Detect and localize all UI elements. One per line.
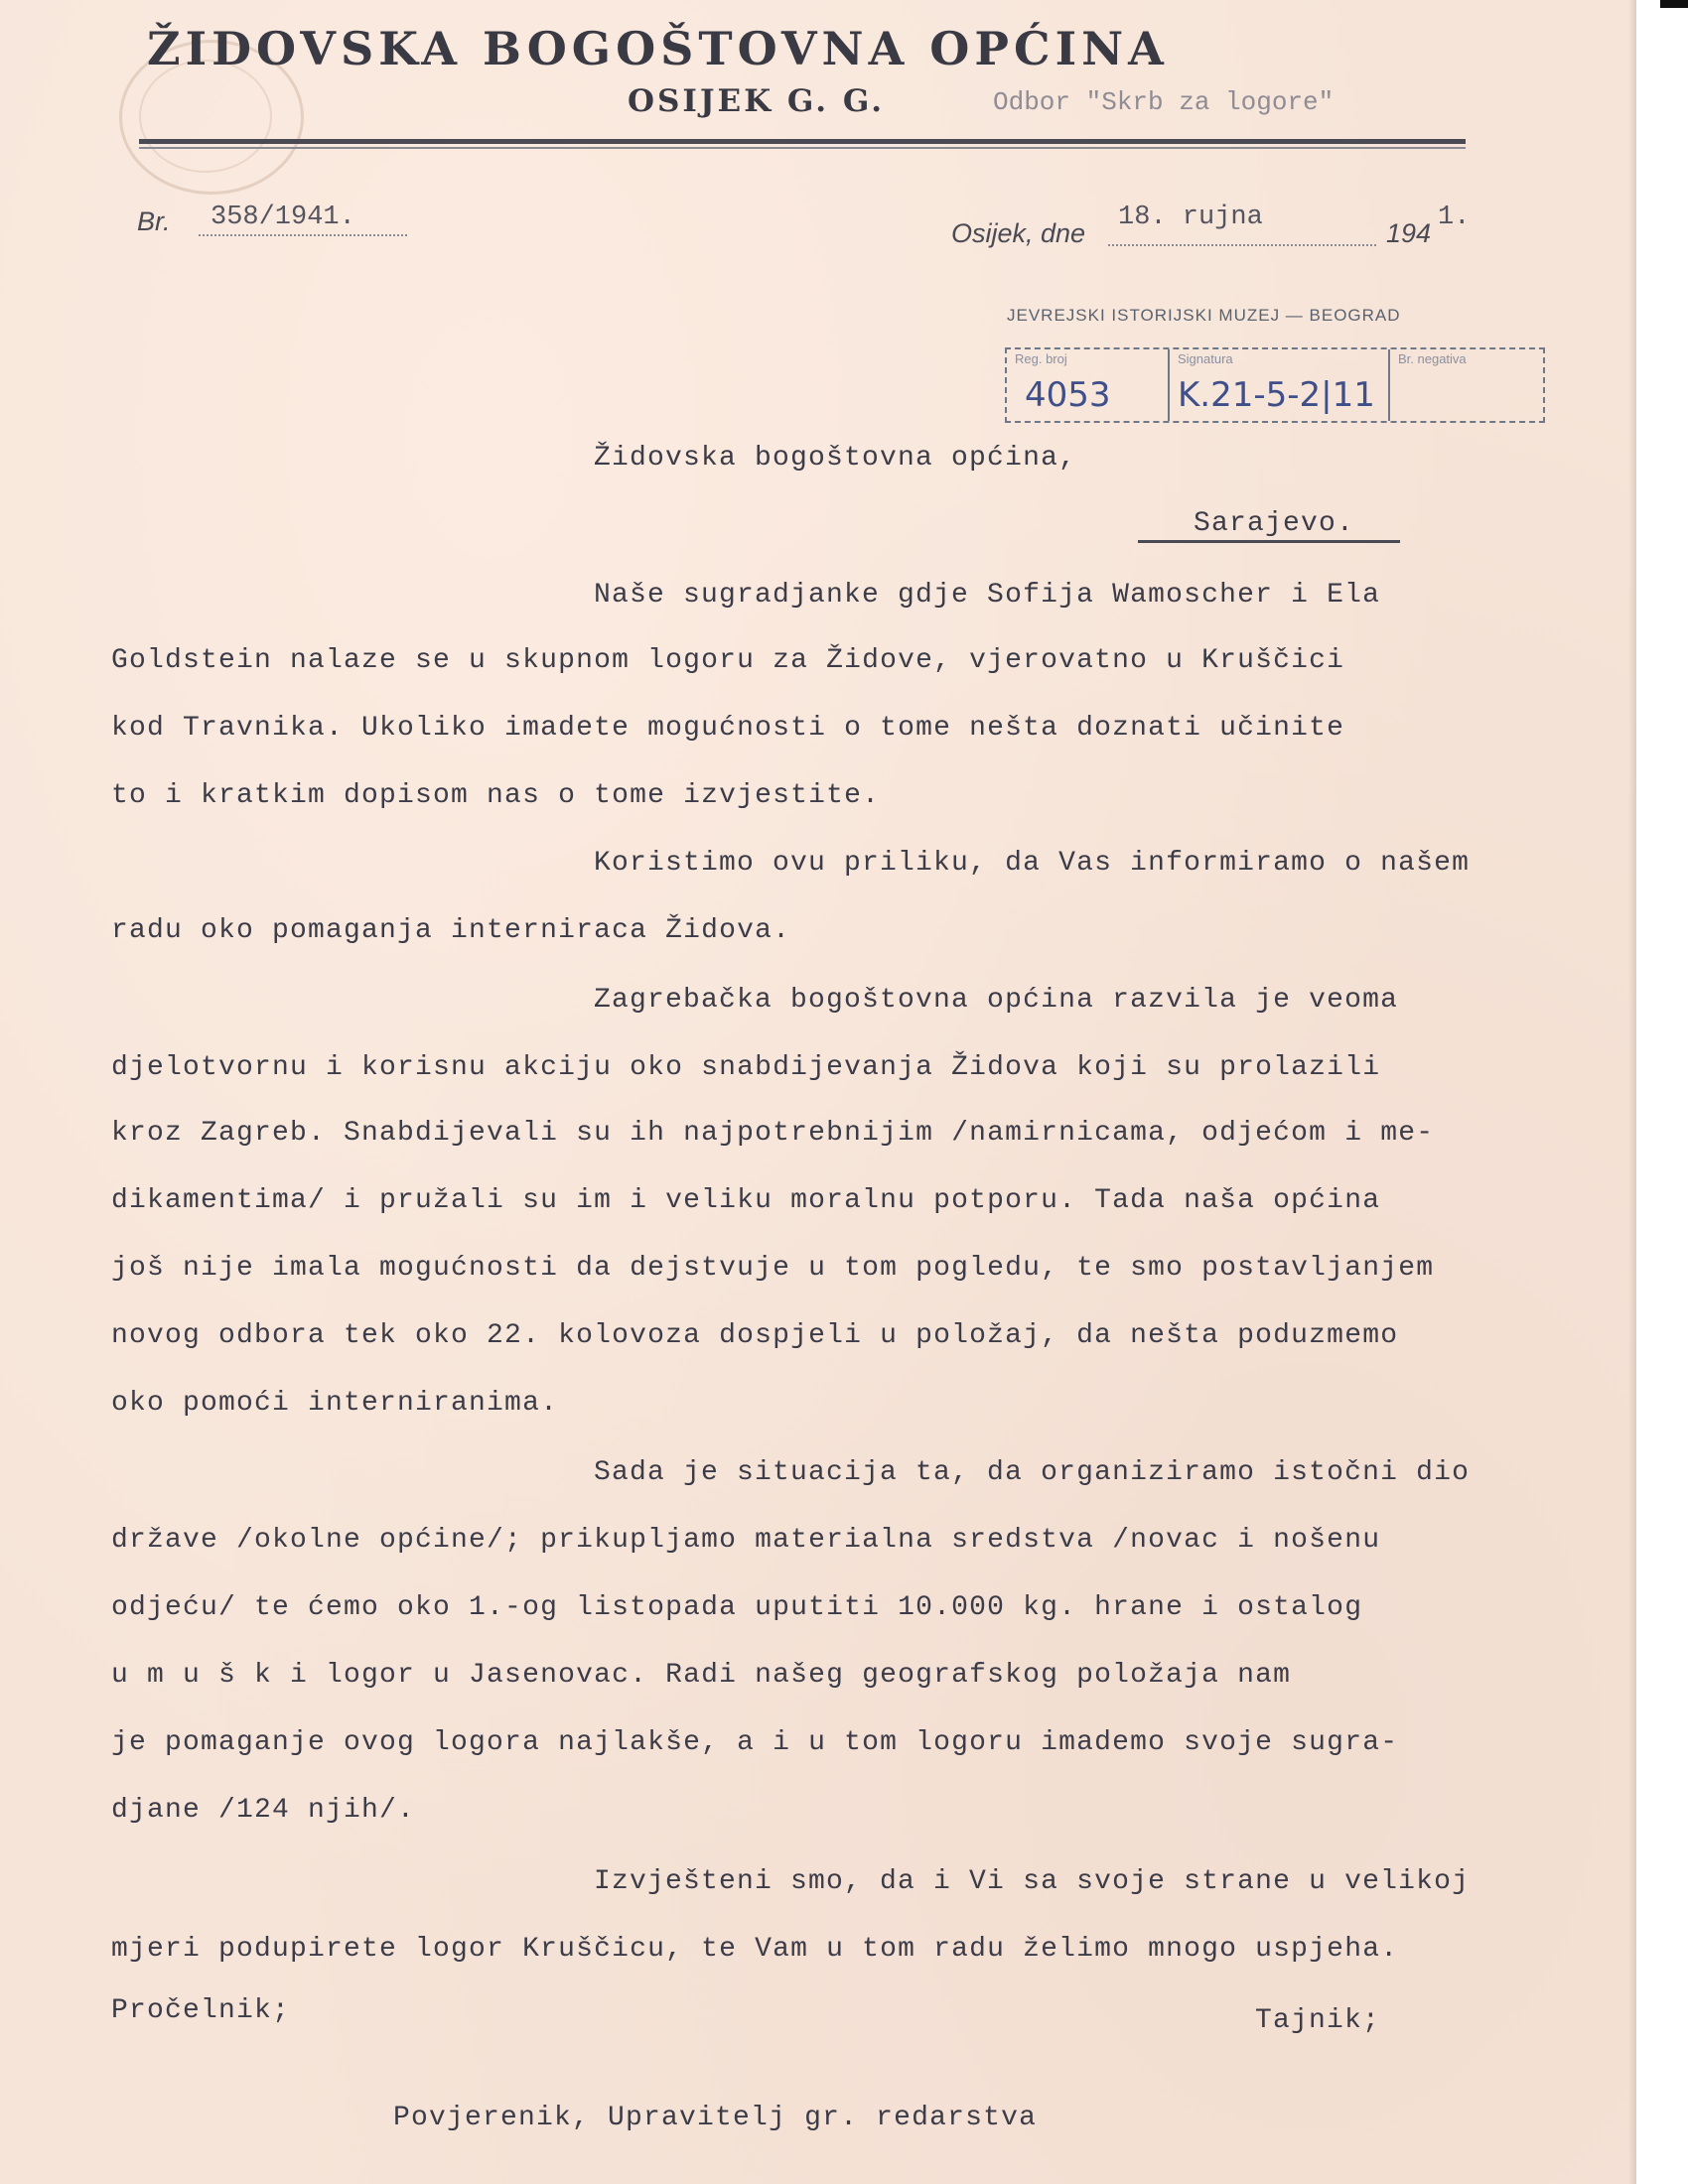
signature-bottom: Povjerenik, Upravitelj gr. redarstva [393,2103,1038,2133]
body-line: odjeću/ te ćemo oko 1.-og listopada uputiti 10.000 kg. hrane i ostalog [111,1592,1363,1623]
letterhead-rule [139,139,1466,144]
reference-label: Br. [137,206,171,236]
body-line: Zagrebačka bogoštovna općina razvila je veoma [594,985,1399,1016]
body-line: mjeri podupirete logor Kruščicu, te Vam u tom radu želimo mnogo uspjeha. [111,1934,1399,1965]
body-line: kod Travnika. Ukoliko imadete mogućnosti o tome nešta doznati učinite [111,713,1345,744]
letterhead-rule-thin [139,147,1466,149]
date-place-label: Osijek, dne [951,218,1086,248]
date-year-suffix: 1. [1438,203,1471,232]
stamp-signature-value: K.21-5-2|11 [1178,375,1375,415]
date-year-prefix: 194 [1386,218,1432,248]
body-line: države /okolne općine/; prikupljamo materialna sredstva /novac i nošenu [111,1525,1381,1556]
stamp-cell-label: Signatura [1178,351,1233,366]
page-margin [1636,0,1688,2184]
stamp-cell-signature [1170,349,1390,421]
date-dotted-line [1108,244,1376,246]
archive-stamp-box [1005,347,1545,423]
stamp-cell-label: Reg. broj [1015,351,1067,366]
body-line: Naše sugradjanke gdje Sofija Wamoscher i Ela [594,580,1381,611]
body-line: novog odbora tek oko 22. kolovoza dospjeli u položaj, da nešta poduzmemo [111,1320,1399,1351]
body-line: dikamentima/ i pružali su im i veliku moralnu potporu. Tada naša općina [111,1185,1381,1216]
archive-stamp-title: JEVREJSKI ISTORIJSKI MUZEJ — BEOGRAD [1007,306,1401,325]
body-line: Goldstein nalaze se u skupnom logoru za Židove, vjerovatno u Kruščici [111,645,1345,676]
stamp-cell-negative [1390,349,1541,421]
body-line: Izvješteni smo, da i Vi sa svoje strane u velikoj [594,1866,1471,1897]
stamp-cell-reg [1007,349,1170,421]
paper-stain [139,60,272,173]
signature-right: Tajnik; [1255,2005,1381,2036]
body-line: djelotvornu i korisnu akciju oko snabdijevanja Židova koji su prolazili [111,1052,1381,1083]
letterhead-committee: Odbor "Skrb za logore" [993,87,1335,117]
reference-number: 358/1941. [211,203,355,232]
body-line: Koristimo ovu priliku, da Vas informiramo o našem [594,848,1471,879]
recipient-city-underline [1138,540,1400,543]
body-line: je pomaganje ovog logora najlakše, a i u tom logoru imademo svoje sugra- [111,1727,1399,1758]
page-fold-shadow [1628,0,1636,2184]
body-line: još nije imala mogućnosti da dejstvuje u tom pogledu, te smo postavljanjem [111,1253,1435,1284]
corner-mark [1660,0,1688,8]
body-line: kroz Zagreb. Snabdijevali su ih najpotrebnijim /namirnicama, odjećom i me- [111,1118,1435,1149]
body-line: djane /124 njih/. [111,1795,416,1826]
body-line: to i kratkim dopisom nas o tome izvjestite. [111,780,881,811]
body-line: Sada je situacija ta, da organiziramo istočni dio [594,1457,1471,1488]
body-line: u m u š k i logor u Jasenovac. Radi našeg geografskog položaja nam [111,1660,1292,1691]
stamp-cell-label: Br. negativa [1398,351,1467,366]
body-line: radu oko pomaganja interniraca Židova. [111,915,791,946]
body-line: oko pomoći interniranima. [111,1388,559,1419]
reference-dotted-line [199,234,407,236]
signature-left: Pročelnik; [111,1995,291,2026]
letterhead-city: OSIJEK G. G. [628,83,886,119]
archive-stamp [1005,306,1543,423]
stamp-reg-number: 4053 [1025,375,1111,415]
date-day-month: 18. rujna [1118,203,1263,232]
letterhead-organization: ŽIDOVSKA BOGOŠTOVNA OPĆINA [147,22,1169,75]
recipient-name: Židovska bogoštovna općina, [594,443,1077,474]
recipient-city: Sarajevo. [1194,508,1355,539]
